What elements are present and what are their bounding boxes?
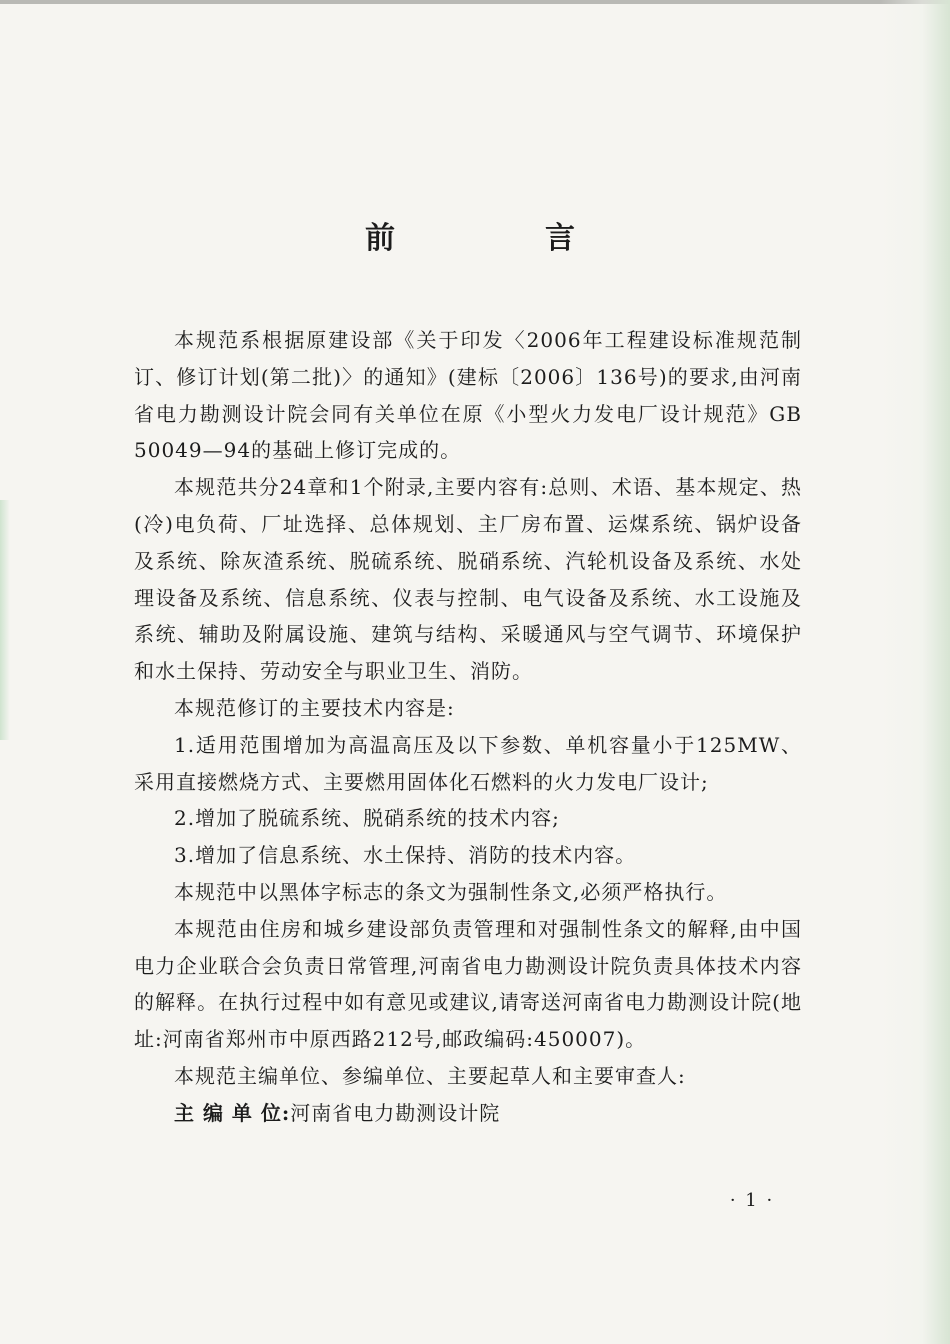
revision-item-1: 1.适用范围增加为高温高压及以下参数、单机容量小于125MW、采用直接燃烧方式、主要燃用固体化石燃料的火力发电厂设计; xyxy=(134,732,802,794)
page-title: 前 言 xyxy=(365,221,635,256)
scan-top-edge xyxy=(0,0,950,4)
paragraph-mandatory: 本规范中以黑体字标志的条文为强制性条文,必须严格执行。 xyxy=(174,879,728,904)
paragraph-management: 本规范由住房和城乡建设部负责管理和对强制性条文的解释,由中国电力企业联合会负责日常管理,河南省电力勘测设计院负责具体技术内容的解释。在执行过程中如有意见或建议,请寄送河南省电力勘测设计院(地址:河南省郑州市中原西路212号,邮政编码:450007)。 xyxy=(134,916,802,1052)
page-number: · 1 · xyxy=(729,1190,775,1211)
scan-right-shadow xyxy=(880,0,950,1344)
paragraph-contents: 本规范共分24章和1个附录,主要内容有:总则、术语、基本规定、热(冷)电负荷、厂址选择、总体规划、主厂房布置、运煤系统、锅炉设备及系统、除灰渣系统、脱硫系统、脱硝系统、汽轮机设备及系统、水处理设备及系统、信息系统、仪表与控制、电气设备及系统、水工设施及系统、辅助及附属设施、建筑与结构、采暖通风与空气调节、环境保护和水土保持、劳动安全与职业卫生、消防。 xyxy=(134,475,802,684)
revision-item-2: 2.增加了脱硫系统、脱硝系统的技术内容; xyxy=(174,806,560,831)
chief-unit-value: 河南省电力勘测设计院 xyxy=(290,1100,501,1125)
revision-item-3: 3.增加了信息系统、水土保持、消防的技术内容。 xyxy=(174,843,637,868)
paragraph-contributors-intro: 本规范主编单位、参编单位、主要起草人和主要审查人: xyxy=(174,1063,686,1088)
chief-unit-line xyxy=(134,1095,802,1132)
chief-unit-label: 主 编 单 位: xyxy=(174,1100,291,1125)
scan-left-shadow xyxy=(0,500,10,740)
paragraph-basis: 本规范系根据原建设部《关于印发〈2006年工程建设标准规范制订、修订计划(第二批)〉的通知》(建标〔2006〕136号)的要求,由河南省电力勘测设计院会同有关单位在原《小型火力发电厂设计规范》GB 50049—94的基础上修订完成的。 xyxy=(134,328,802,463)
preface-body xyxy=(134,322,802,1132)
paragraph-revision-intro: 本规范修订的主要技术内容是: xyxy=(174,695,455,720)
